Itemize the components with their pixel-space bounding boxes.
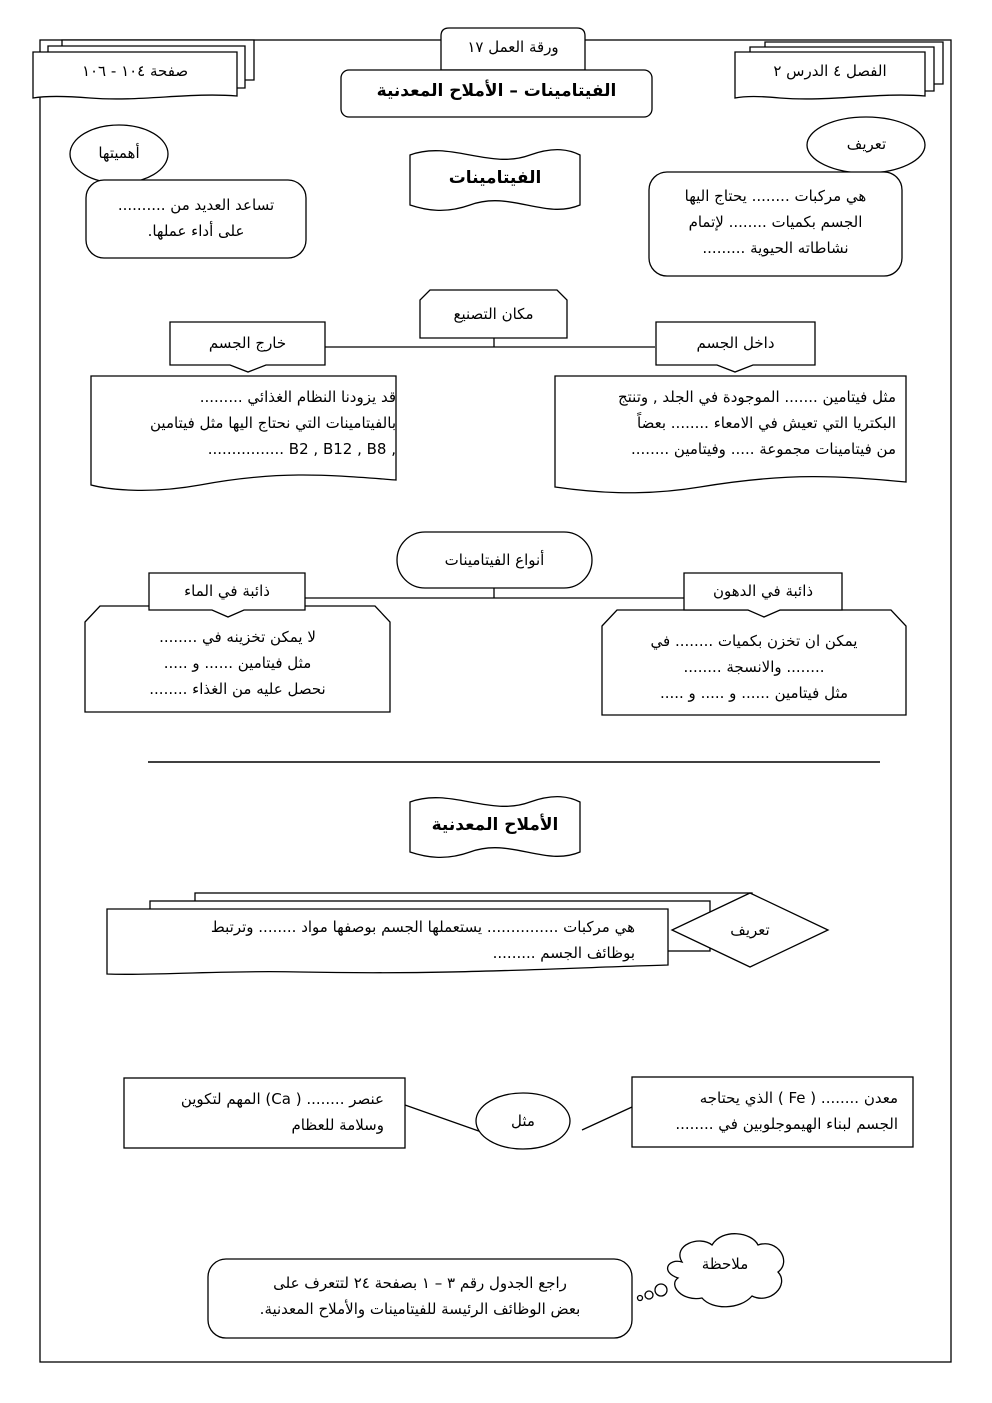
inside-body-text: مثل فيتامين ....... الموجودة في الجلد , وتنتج البكتريا التي تعيش في الامعاء ........ بعضاً من فيتامينات مجموعة ..... وفيتامين ........ xyxy=(617,388,896,458)
example-label: مثل xyxy=(511,1112,535,1130)
note-text: راجع الجدول رقم ٣ – ١ بصفحة ٢٤ لتتعرف على بعض الوظائف الرئيسة للفيتامينات والأملاح المعدنية. xyxy=(259,1274,581,1318)
inside-body-label: داخل الجسم xyxy=(696,334,775,352)
note-label: ملاحظة xyxy=(701,1255,749,1273)
manufacture-label: مكان التصنيع xyxy=(453,305,534,323)
minerals-definition-label: تعريف xyxy=(730,921,770,939)
worksheet-number: ورقة العمل ١٧ xyxy=(467,38,559,56)
water-soluble-label: ذائبة في الماء xyxy=(184,582,270,600)
definition-label: تعريف xyxy=(846,135,887,153)
minerals-heading: الأملاح المعدنية xyxy=(431,815,559,835)
importance-label: أهميتها xyxy=(98,144,140,162)
vitamin-definition: هي مركبات ........ يحتاج اليها الجسم بكميات ........ لإتمام نشاطاته الحيوية ......... xyxy=(684,187,867,257)
outside-body-text: قد يزودنا النظام الغذائي ......... بالفيتامينات التي نحتاج اليها مثل فيتامين ................ B2 , B12 , B8 , xyxy=(150,388,396,458)
fat-soluble-text: يمكن ان تخزن بكميات ........ في ........ والانسجة ........ مثل فيتامين ...... و ..... و ..... xyxy=(650,632,858,702)
page-range: صفحة ١٠٤ - ١٠٦ xyxy=(81,62,189,80)
water-soluble-text: لا يمكن تخزينه في ........ مثل فيتامين ...... و ..... نحصل عليه من الغذاء ........ xyxy=(149,628,326,698)
fat-soluble-label: ذائبة في الدهون xyxy=(712,582,814,600)
calcium-example: عنصر ........ ( Ca) المهم لتكوين وسلامة للعظام xyxy=(180,1090,384,1134)
vitamin-importance: تساعد العديد من .......... على أداء عملها. xyxy=(117,196,275,240)
outside-body-label: خارج الجسم xyxy=(208,334,287,352)
vitamin-types-label: أنواع الفيتامينات xyxy=(444,551,545,569)
vitamins-heading: الفيتامينات xyxy=(448,168,542,188)
minerals-definition: هي مركبات ............... يستعملها الجسم بوصفها مواد ........ وترتبط بوظائف الجسم ......... xyxy=(210,918,635,962)
iron-example: معدن ........ ( Fe ) الذي يحتاجه الجسم لبناء الهيموجلوبين في ........ xyxy=(675,1089,898,1133)
chapter-lesson: الفصل ٤ الدرس ٢ xyxy=(773,62,887,80)
page-title: الفيتامينات – الأملاح المعدنية xyxy=(376,81,617,101)
